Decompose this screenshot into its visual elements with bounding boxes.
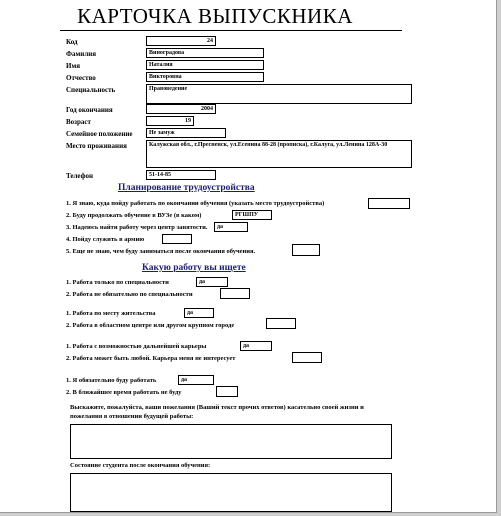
phone-label: Телефон <box>66 172 94 180</box>
title-underline <box>60 30 402 31</box>
patronymic-field[interactable]: Викторовна <box>146 72 264 82</box>
job-q2-label: 2. Работа не обязательно по специальности <box>66 291 193 298</box>
job-q1-label: 1. Работа только по специальности <box>66 279 169 286</box>
job-q1-field[interactable]: да <box>196 277 228 287</box>
marital-status-label: Семейное положение <box>66 130 133 138</box>
job-q6-label: 2. Работа может быть любой. Карьера меня не интересует <box>66 355 236 362</box>
employment-q2-label: 2. Буду продолжать обучение в ВУЗе (в каком) <box>66 212 202 219</box>
code-label: Код <box>66 38 78 46</box>
job-q7-field[interactable]: да <box>178 375 214 385</box>
patronymic-label: Отчество <box>66 74 96 82</box>
residence-label: Место проживания <box>66 142 127 150</box>
employment-q4-field[interactable] <box>162 234 192 244</box>
phone-field[interactable]: 51-14-85 <box>146 170 216 180</box>
specialty-label: Специальность <box>66 86 116 94</box>
job-q8-field[interactable] <box>216 386 238 397</box>
age-label: Возраст <box>66 118 91 126</box>
wishes-textarea[interactable] <box>70 424 392 459</box>
status-textarea[interactable] <box>70 473 392 512</box>
employment-section-title: Планирование трудоустройства <box>118 183 255 193</box>
age-field[interactable]: 19 <box>146 116 194 126</box>
job-q2-field[interactable] <box>220 288 250 299</box>
status-label: Состояние студента после окончания обучения: <box>70 462 211 469</box>
code-field[interactable]: 24 <box>146 36 216 46</box>
surname-field[interactable]: Виноградова <box>146 48 264 58</box>
job-q5-field[interactable]: да <box>240 341 272 351</box>
employment-q3-label: 3. Надеюсь найти работу через центр занятости. <box>66 224 208 231</box>
job-q3-field[interactable]: да <box>184 308 214 318</box>
graduation-year-label: Год окончания <box>66 106 113 114</box>
surname-label: Фамилия <box>66 50 97 58</box>
job-q5-label: 1. Работа с возможностью дальнейшей карьеры <box>66 343 207 350</box>
employment-q1-field[interactable] <box>368 198 410 209</box>
graduation-year-field[interactable]: 2004 <box>146 104 216 114</box>
employment-q3-field[interactable]: да <box>214 222 248 232</box>
page-title: КАРТОЧКА ВЫПУСКНИКА <box>77 4 353 28</box>
job-q3-label: 1. Работа по месту жительства <box>66 310 156 317</box>
specialty-field[interactable]: Правоведение <box>146 84 412 104</box>
residence-field[interactable]: Калужская обл., г.Пресненск, ул.Есенина 88-28 (прописка), г.Калуга, ул.Ленина 128А-30 <box>146 140 412 168</box>
name-label: Имя <box>66 62 80 70</box>
job-q6-field[interactable] <box>292 352 322 363</box>
job-section-title: Какую работу вы ищете <box>142 263 246 273</box>
name-field[interactable]: Наталия <box>146 60 264 70</box>
employment-q5-field[interactable] <box>292 244 320 256</box>
employment-q2-field[interactable]: РГШПУ <box>232 210 272 220</box>
employment-q5-label: 5. Еще не знаю, чем буду заниматься после окончания обучения. <box>66 248 256 255</box>
employment-q1-label: 1. Я знаю, куда пойду работать по окончании обучения (указать место трудоустройства) <box>66 200 325 207</box>
job-q4-label: 2. Работа в областном центре или другом крупном городе <box>66 322 235 329</box>
job-q4-field[interactable] <box>266 318 296 329</box>
employment-q4-label: 4. Пойду служить в армию <box>66 236 145 243</box>
job-q7-label: 1. Я обязательно буду работать <box>66 377 157 384</box>
marital-status-field[interactable]: Не замуж <box>146 128 226 138</box>
job-q8-label: 2. В ближайшее время работать не буду <box>66 389 182 396</box>
wishes-label: Выскажите, пожалуйста, ваши пожелания (Ваший текст прочих ответов) касательно своей жизни и пожелания в отношении будущей работы: <box>70 404 364 420</box>
